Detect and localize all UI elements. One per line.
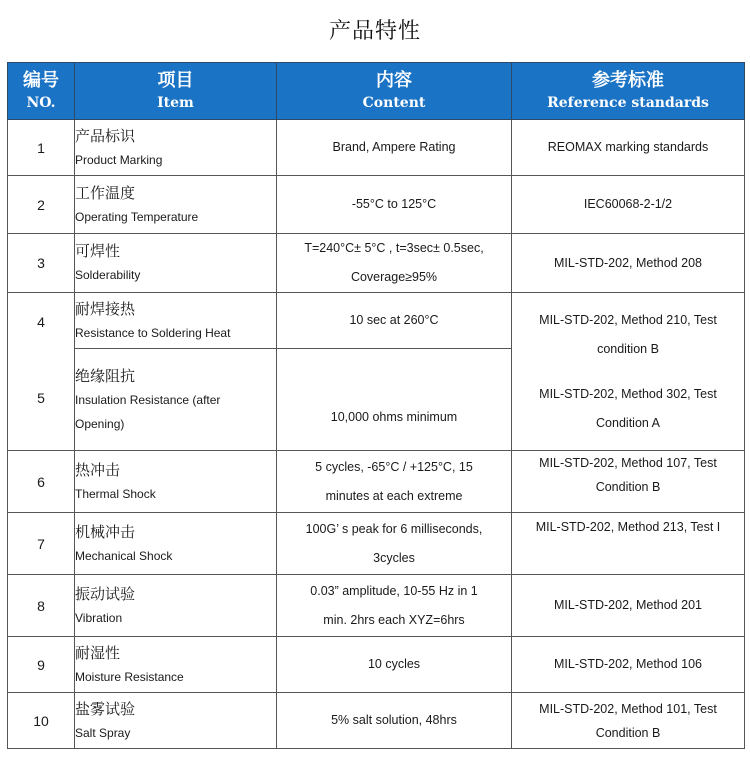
item-name-zh: 绝缘阻抗	[75, 366, 136, 385]
row-item	[75, 176, 277, 234]
reference-line-2: Condition B	[595, 725, 661, 740]
reference-line-2: Condition B	[595, 480, 661, 494]
header-reference	[512, 63, 745, 120]
table-row	[8, 293, 745, 349]
item-name-zh: 热冲击	[75, 460, 121, 479]
row-content	[277, 234, 512, 293]
reference-line-2: condition B	[597, 341, 659, 356]
row-number: 1	[8, 120, 75, 176]
item-name-en: Product Marking	[75, 152, 163, 167]
row-item	[75, 349, 277, 451]
row-content: 10 cycles	[277, 637, 512, 693]
row-content: Brand, Ampere Rating	[277, 120, 512, 176]
item-name-en: Mechanical Shock	[75, 548, 173, 563]
table-row	[8, 120, 745, 176]
row-number: 8	[8, 575, 75, 637]
header-no-zh: 编号	[23, 70, 59, 91]
item-name-en: Resistance to Soldering Heat	[75, 325, 231, 340]
item-name-zh: 产品标识	[75, 126, 136, 145]
content-line-2: min. 2hrs each XYZ=6hrs	[323, 612, 465, 627]
reference-line-1: MIL-STD-202, Method 107, Test	[539, 456, 717, 470]
header-item	[75, 63, 277, 120]
reference-line-1: MIL-STD-202, Method 101, Test	[539, 701, 717, 716]
table-row	[8, 176, 745, 234]
table-row	[8, 513, 745, 575]
header-no	[8, 63, 75, 120]
table-row	[8, 637, 745, 693]
properties-table	[7, 62, 745, 749]
item-name-en-cont: Opening)	[75, 416, 125, 431]
table-row	[8, 575, 745, 637]
item-name-zh: 耐焊接热	[75, 299, 136, 318]
item-name-en: Thermal Shock	[75, 486, 156, 501]
row-item	[75, 120, 277, 176]
row-content	[277, 451, 512, 513]
row-reference	[512, 693, 745, 749]
row-number: 6	[8, 451, 75, 513]
item-name-en: Vibration	[75, 610, 123, 625]
row-item	[75, 234, 277, 293]
row-item	[75, 575, 277, 637]
row-number-4: 4	[37, 313, 45, 330]
row-content: 10 sec at 260°C	[277, 293, 512, 349]
table-row	[8, 693, 745, 749]
item-name-zh: 盐雾试验	[75, 699, 136, 718]
header-ref-zh: 参考标准	[592, 70, 664, 91]
row-reference: MIL-STD-202, Method 208	[512, 234, 745, 293]
header-item-zh: 项目	[157, 70, 194, 91]
reference-5	[512, 356, 744, 438]
item-name-zh: 机械冲击	[75, 522, 136, 541]
row-item	[75, 293, 277, 349]
item-name-en: Moisture Resistance	[75, 669, 184, 684]
item-name-en: Operating Temperature	[75, 209, 199, 224]
row-item	[75, 451, 277, 513]
row-reference	[512, 451, 745, 513]
row-number: 9	[8, 637, 75, 693]
row-reference: REOMAX marking standards	[512, 120, 745, 176]
reference-4	[512, 306, 744, 356]
item-name-zh: 耐湿性	[75, 643, 121, 662]
content-line-1: 100G’ s peak for 6 milliseconds,	[305, 521, 483, 536]
item-name-en: Salt Spray	[75, 725, 131, 740]
row-reference	[512, 293, 745, 451]
row-number	[8, 293, 75, 451]
table-row	[8, 451, 745, 513]
page-title: 产品特性	[328, 19, 421, 44]
item-name-en: Solderability	[75, 268, 141, 282]
row-content: -55°C to 125°C	[277, 176, 512, 234]
reference-line-1: MIL-STD-202, Method 302, Test	[539, 386, 717, 401]
content-line-1: 0.03” amplitude, 10-55 Hz in 1	[310, 583, 478, 598]
header-content-zh: 内容	[376, 70, 412, 91]
header-content	[277, 63, 512, 120]
header-ref-en: Reference standards	[547, 95, 709, 111]
item-name-zh: 振动试验	[75, 584, 136, 603]
row-content	[277, 575, 512, 637]
header-content-en: Content	[362, 95, 426, 111]
content-line-2: minutes at each extreme	[325, 488, 463, 503]
content-line-1: 5 cycles, -65°C / +125°C, 15	[315, 459, 473, 474]
row-number: 2	[8, 176, 75, 234]
row-item	[75, 693, 277, 749]
row-reference: MIL-STD-202, Method 106	[512, 637, 745, 693]
table-header-row	[8, 63, 745, 120]
row-number: 7	[8, 513, 75, 575]
item-name-zh: 工作温度	[75, 183, 136, 202]
row-reference: MIL-STD-202, Method 213, Test I	[512, 513, 745, 575]
row-content	[277, 513, 512, 575]
row-reference: MIL-STD-202, Method 201	[512, 575, 745, 637]
item-name-en: Insulation Resistance (after	[75, 392, 221, 407]
row-number: 3	[8, 234, 75, 293]
header-no-en: NO.	[26, 95, 56, 111]
content-line-1: T=240°C± 5°C , t=3sec± 0.5sec,	[304, 241, 484, 255]
table-row	[8, 234, 745, 293]
row-item	[75, 513, 277, 575]
row-reference: IEC60068-2-1/2	[512, 176, 745, 234]
row-content: 10,000 ohms minimum	[277, 349, 512, 451]
item-name-zh: 可焊性	[75, 242, 121, 260]
row-content: 5% salt solution, 48hrs	[277, 693, 512, 749]
row-item	[75, 637, 277, 693]
content-line-2: Coverage≥95%	[350, 270, 438, 284]
header-item-en: Item	[157, 95, 194, 111]
row-number-5: 5	[37, 389, 45, 406]
content-line-2: 3cycles	[373, 550, 415, 565]
reference-line-1: MIL-STD-202, Method 210, Test	[539, 312, 717, 327]
reference-line-2: Condition A	[596, 415, 660, 430]
row-number: 10	[8, 693, 75, 749]
